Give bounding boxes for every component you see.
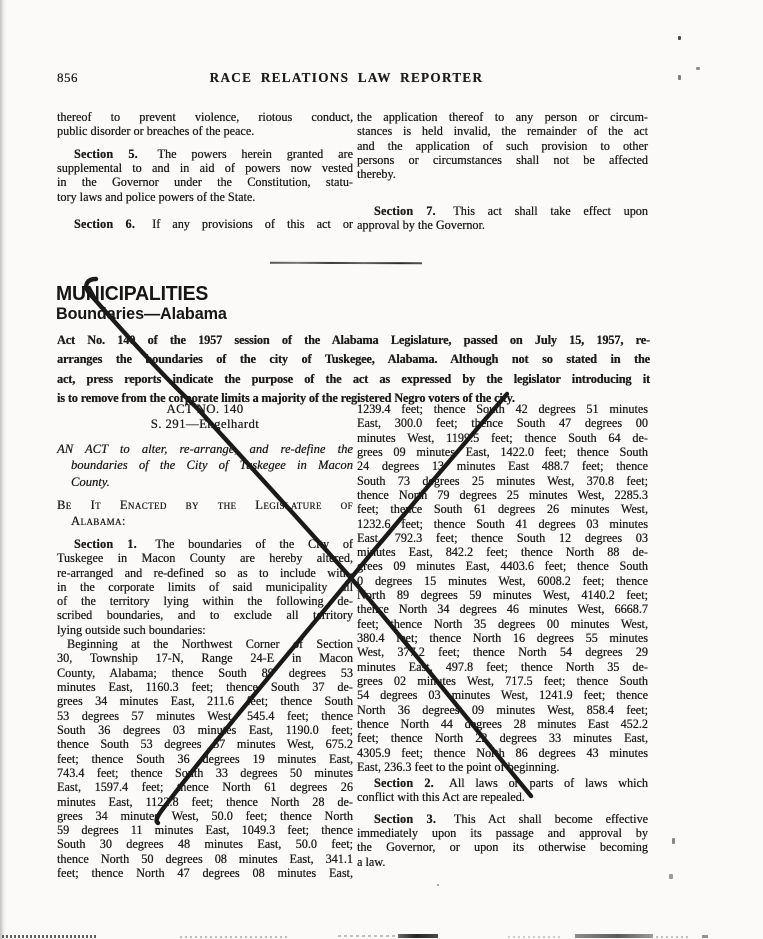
text-line: the Governor, or upon its otherwise becoming [357,840,648,855]
text-line: stances is held invalid, the remainder of the act [357,124,648,139]
section-5-paragraph [57,147,353,204]
text-line: and the application of such provision to other [357,138,648,153]
section-divider-rule [270,262,422,264]
text-line: 1232.6 feet; thence South 41 degrees 03 minutes [357,516,648,531]
text-line: re-arranged and re-defined so as to include with- [57,565,353,580]
carryover-paragraph [57,110,353,139]
text-line: County, Alabama; thence South 89 degrees 53 [57,665,353,680]
text-line: Be It Enacted by the Legislature of [57,497,353,512]
section-3-paragraph [357,812,648,869]
ink-speck [696,67,700,70]
scan-smudge [656,936,690,938]
scan-smudge [508,936,560,938]
text-line: grees 34 minutes West, 50.0 feet; thence North [57,808,353,823]
boundary-description [57,637,353,880]
ink-speck [678,75,681,80]
text-line: tory laws and police powers of the State. [57,189,256,204]
text-line: East, 300.0 feet; thence South 47 degrees 00 [357,416,648,431]
text-line: 53 degrees 57 minutes West, 545.4 feet; thence [57,708,353,723]
enacting-clause [57,497,353,530]
text-line: 4305.9 feet; thence North 86 degrees 43 minutes [357,745,648,760]
text-line: is to remove from the corporate limits a majority of the registered Negro voters of the city. [57,390,515,405]
text-line: Section 5. The powers herein granted are [74,146,353,161]
section-label: Section 7. [374,203,436,218]
scan-smudge [575,934,653,938]
abstract-paragraph [57,331,650,408]
act-number [57,402,353,417]
text-line: feet; thence North 22 degrees 33 minutes East, [357,731,648,746]
text-line: South 30 degrees 48 minutes East, 50.0 feet; [57,837,353,852]
text-line: boundaries of the City of Tuskegee in Macon [71,458,353,473]
text-line: Alabama: [71,514,126,529]
text-line: feet; thence South 36 degrees 19 minutes East, [57,751,353,766]
text-line: Section 6. If any provisions of this act or [74,216,353,231]
top-right-column [357,110,648,232]
section-label: Section 6. [74,216,136,231]
text-line: feet; thence South 61 degrees 26 minutes West, [357,502,648,517]
text-line: Section 2. All laws or parts of laws which [374,776,648,791]
carryover-paragraph [357,110,648,182]
text-line: minutes East, 842.2 feet; thence North 88 de- [357,545,648,560]
text-line: minutes East, 1122.8 feet; thence North 28 de- [57,794,353,809]
page-number: 856 [57,70,78,85]
abstract [57,331,650,408]
category-heading: MUNICIPALITIES [56,283,209,305]
ink-speck [669,874,673,879]
top-left-column [57,110,353,231]
text-line: supplemental to and in aid of powers now vested [57,160,353,175]
subject-heading: Boundaries—Alabama [56,305,227,323]
text-line: feet; thence North 47 degrees 08 minutes East, [57,866,353,881]
text-line: the application thereof to any person or circum- [357,110,648,124]
text-line: West, 377.2 feet; thence North 54 degrees 29 [357,645,648,660]
text-line: 0 degrees 15 minutes West, 6008.2 feet; thence [357,573,648,588]
text-line: thence North 34 degrees 46 minutes West, 6668.7 [357,602,648,617]
text-line: 743.4 feet; thence South 33 degrees 50 minutes [57,765,353,780]
page-header [57,70,650,88]
text-line: North 36 degrees 09 minutes West, 858.4 feet; [357,702,648,717]
bill-sponsor [57,417,353,432]
text-line: lying outside such boundaries: [57,622,206,637]
text-line: S. 291—Engelhardt [150,417,260,431]
text-line: County. [71,474,110,489]
text-line: Tuskegee in Macon County are hereby altered, [57,551,353,566]
text-line: South 73 degrees 25 minutes West, 370.8 feet; [357,473,648,488]
section-7-paragraph [357,204,648,233]
text-line: thence North 50 degrees 08 minutes East, 341.1 [57,851,353,866]
section-label: Section 5. [74,146,138,161]
text-line: public disorder or breaches of the peace. [57,124,255,139]
text-line: Section 3. This Act shall become effective [374,811,649,826]
text-line: East, 236.3 feet to the point of beginning. [357,759,560,774]
text-line: arranges the boundaries of the city of Tuskegee, Alabama. Although not so stated in the [57,352,650,367]
text-line: Section 1. The boundaries of the City of [74,536,353,551]
text-line: scribed boundaries, and to exclude all territory [57,608,353,623]
text-line: 54 degrees 03 minutes West, 1241.9 feet; thence [357,688,648,703]
text-line: Beginning at the Northwest Corner of Section [67,637,353,652]
text-line: East, 792.3 feet; thence South 12 degrees 03 [357,530,648,545]
scan-smudge [180,936,288,938]
text-line: thereby. [357,167,396,182]
act-title [57,441,353,490]
text-line: Act No. 140 of the 1957 session of the Alabama Legislature, passed on July 15, 1957, re- [57,333,650,347]
text-line: conflict with this Act are repealed. [357,790,525,805]
scan-smudge [2,935,98,938]
section-2-paragraph [357,776,648,805]
body-right-column [357,402,648,869]
text-line: grees 34 minutes East, 211.6 feet; thence South [57,694,353,709]
text-line: a law. [357,854,386,869]
text-line: grees 09 minutes East, 1422.0 feet; thence South [357,444,648,459]
text-line: ACT NO. 140 [166,402,244,416]
section-1-paragraph [57,537,353,637]
section-label: Section 2. [374,776,434,791]
text-line: act, press reports indicate the purpose of the act as expressed by the legislator introducing it [57,371,650,386]
text-line: 59 degrees 11 minutes East, 1049.3 feet; thence [57,823,353,838]
text-line: in the Governor under the Constitution, statu- [57,175,353,190]
text-line: persons or circumstances shall not be affected [357,152,648,167]
text-line: grees 02 minutes West, 717.5 feet; thence South [357,673,648,688]
section-label: Section 1. [74,536,137,551]
text-line: in the corporate limits of said municipality all [57,579,353,594]
scan-edge-shadow [0,0,7,939]
text-line: 1239.4 feet; thence South 42 degrees 51 minutes [357,402,648,416]
text-line: South 36 degrees 03 minutes East, 1190.0 feet; [57,722,353,737]
text-line: approval by the Governor. [357,217,485,232]
text-line: 30, Township 17-N, Range 24-E in Macon [57,651,353,666]
journal-title: RACE RELATIONS LAW REPORTER [209,70,484,85]
text-line: grees 09 minutes East, 4403.6 feet; thence South [357,559,648,574]
text-line: minutes East, 497.8 feet; thence North 35 de- [357,659,648,674]
section-label: Section 3. [374,811,437,826]
text-line: North 89 degrees 59 minutes West, 4140.2 feet; [357,588,648,603]
text-line: minutes East, 1160.3 feet; thence South 37 de- [57,680,353,695]
text-line: thence North 79 degrees 25 minutes West, 2285.3 [357,487,648,502]
section-6-paragraph [57,217,353,231]
text-line: thence North 44 degrees 28 minutes East 452.2 [357,716,648,731]
text-line: Section 7. This act shall take effect upon [374,203,648,218]
text-line: 380.4 feet; thence North 16 degrees 55 minutes [357,631,648,645]
text-line: of the territory lying within the following de- [57,594,353,609]
scan-smudge [398,934,438,938]
text-line: thence South 53 degrees 57 minutes West, 675.2 [57,737,353,752]
scan-smudge [338,935,398,937]
text-line: 24 degrees 13 minutes East 488.7 feet; thence [357,459,648,474]
text-line: minutes West, 1199.5 feet; thence South 64 de- [357,430,648,445]
ink-speck [672,838,675,844]
scan-smudge [702,935,708,938]
ink-speck [437,884,439,886]
text-line: immediately upon its passage and approval by [357,826,648,841]
boundary-description-continued [357,402,648,774]
text-line: feet; thence North 35 degrees 00 minutes West, [357,616,648,631]
text-line: AN ACT to alter, re-arrange, and re-define the [57,442,353,456]
ink-speck [678,36,681,40]
body-left-column [57,402,353,880]
text-line: thereof to prevent violence, riotous conduct, [57,110,353,124]
text-line: East, 1597.4 feet; thence North 61 degrees 26 [57,780,353,795]
